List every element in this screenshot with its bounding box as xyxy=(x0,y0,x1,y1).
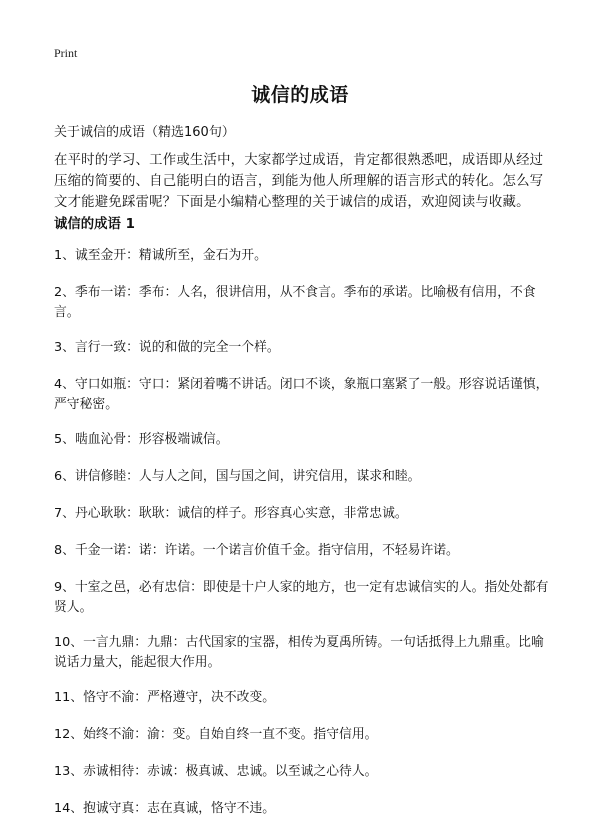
article-subtitle: 关于诚信的成语（精选160句） xyxy=(54,125,235,140)
list-item: 2、季布一诺：季布：人名，很讲信用，从不食言。季布的承诺。比喻极有信用，不食言。 xyxy=(54,285,536,320)
list-item: 11、恪守不渝：严格遵守，决不改变。 xyxy=(54,690,276,705)
section-heading: 诚信的成语 1 xyxy=(54,217,135,232)
list-item: 7、丹心耿耿：耿耿：诚信的样子。形容真心实意，非常忠诚。 xyxy=(54,506,408,521)
list-item: 12、始终不渝：渝：变。自始自终一直不变。指守信用。 xyxy=(54,727,378,742)
print-link[interactable]: Print xyxy=(54,46,78,60)
list-item: 6、讲信修睦：人与人之间，国与国之间，讲究信用，谋求和睦。 xyxy=(54,469,421,484)
list-item: 8、千金一诺：诺：许诺。一个诺言价值千金。指守信用，不轻易许诺。 xyxy=(54,543,459,558)
list-item: 4、守口如瓶：守口：紧闭着嘴不讲话。闭口不谈，象瓶口塞紧了一般。形容说话谨慎，严守秘密。 xyxy=(54,377,549,412)
idiom-list xyxy=(54,246,550,836)
page-title: 诚信的成语 xyxy=(251,84,349,106)
list-item: 3、言行一致：说的和做的完全一个样。 xyxy=(54,340,280,355)
list-item: 5、啮血沁骨：形容极端诚信。 xyxy=(54,432,229,447)
list-item: 1、诚至金开：精诚所至，金石为开。 xyxy=(54,248,267,263)
list-item: 9、十室之邑，必有忠信：即使是十户人家的地方，也一定有忠诚信实的人。指处处都有贤人。 xyxy=(54,580,549,615)
intro-paragraph: 在平时的学习、工作或生活中，大家都学过成语，肯定都很熟悉吧，成语即从经过压缩的简要的、自己能明白的语言，到能为他人所理解的语言形式的转化。怎么写文才能避免踩雷呢？下面是小编精心整理的关于诚信的成语，欢迎阅读与收藏。 xyxy=(54,153,544,210)
list-item: 13、赤诚相待：赤诚：极真诚、忠诚。以至诚之心待人。 xyxy=(54,764,378,779)
list-item: 10、一言九鼎：九鼎：古代国家的宝器，相传为夏禹所铸。一句话抵得上九鼎重。比喻说话力量大，能起很大作用。 xyxy=(54,635,544,670)
list-item: 14、抱诚守真：志在真诚，恪守不违。 xyxy=(54,801,276,816)
